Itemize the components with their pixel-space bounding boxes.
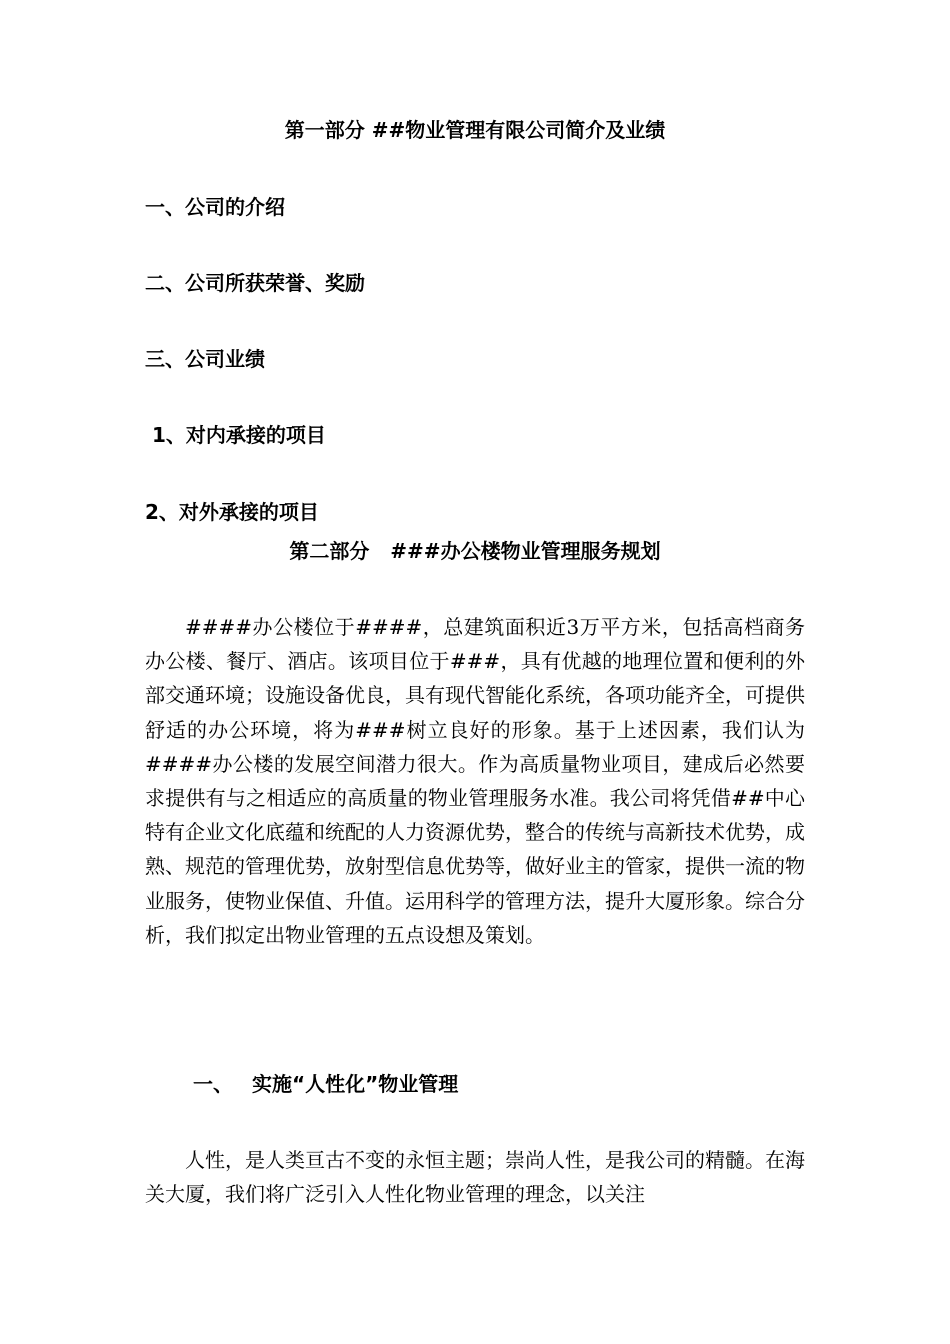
part2-title: 第二部分 ###办公楼物业管理服务规划 [289,539,661,563]
section1-number: 一、 [193,1072,233,1096]
part1-item-honors: 二、公司所获荣誉、奖励 [145,271,365,295]
part1-item-internal-projects: 1、对内承接的项目 [145,423,326,447]
section1-title: 实施“人性化”物业管理 [252,1072,459,1096]
part1-item-external-projects: 2、对外承接的项目 [145,500,319,524]
section1-paragraph: 人性，是人类亘古不变的永恒主题；崇尚人性，是我公司的精髓。在海关大厦，我们将广泛引入人性化物业管理的理念，以关注 [145,1148,805,1207]
part2-intro-paragraph: ####办公楼位于####，总建筑面积近3万平方米，包括高档商务办公楼、餐厅、酒店。该项目位于###，具有优越的地理位置和便利的外部交通环境；设施设备优良，具有现代智能化系统，各项功能齐全，可提供舒适的办公环境，将为###树立良好的形象。基于上述因素，我们认为####办公楼的发展空间潜力很大。作为高质量物业项目，建成后必然要求提供有与之相适应的高质量的物业管理服务水准。我公司将凭借##中心特有企业文化底蕴和统配的人力资源优势，整合的传统与高新技术优势，成熟、规范的管理优势，放射型信息优势等，做好业主的管家，提供一流的物业服务，使物业保值、升值。运用科学的管理方法，提升大厦形象。综合分析，我们拟定出物业管理的五点设想及策划。 [145,615,805,947]
part1-title: 第一部分 ##物业管理有限公司简介及业绩 [284,118,666,142]
part1-item-performance: 三、公司业绩 [145,347,265,371]
part1-item-company-intro: 一、公司的介绍 [145,195,285,219]
